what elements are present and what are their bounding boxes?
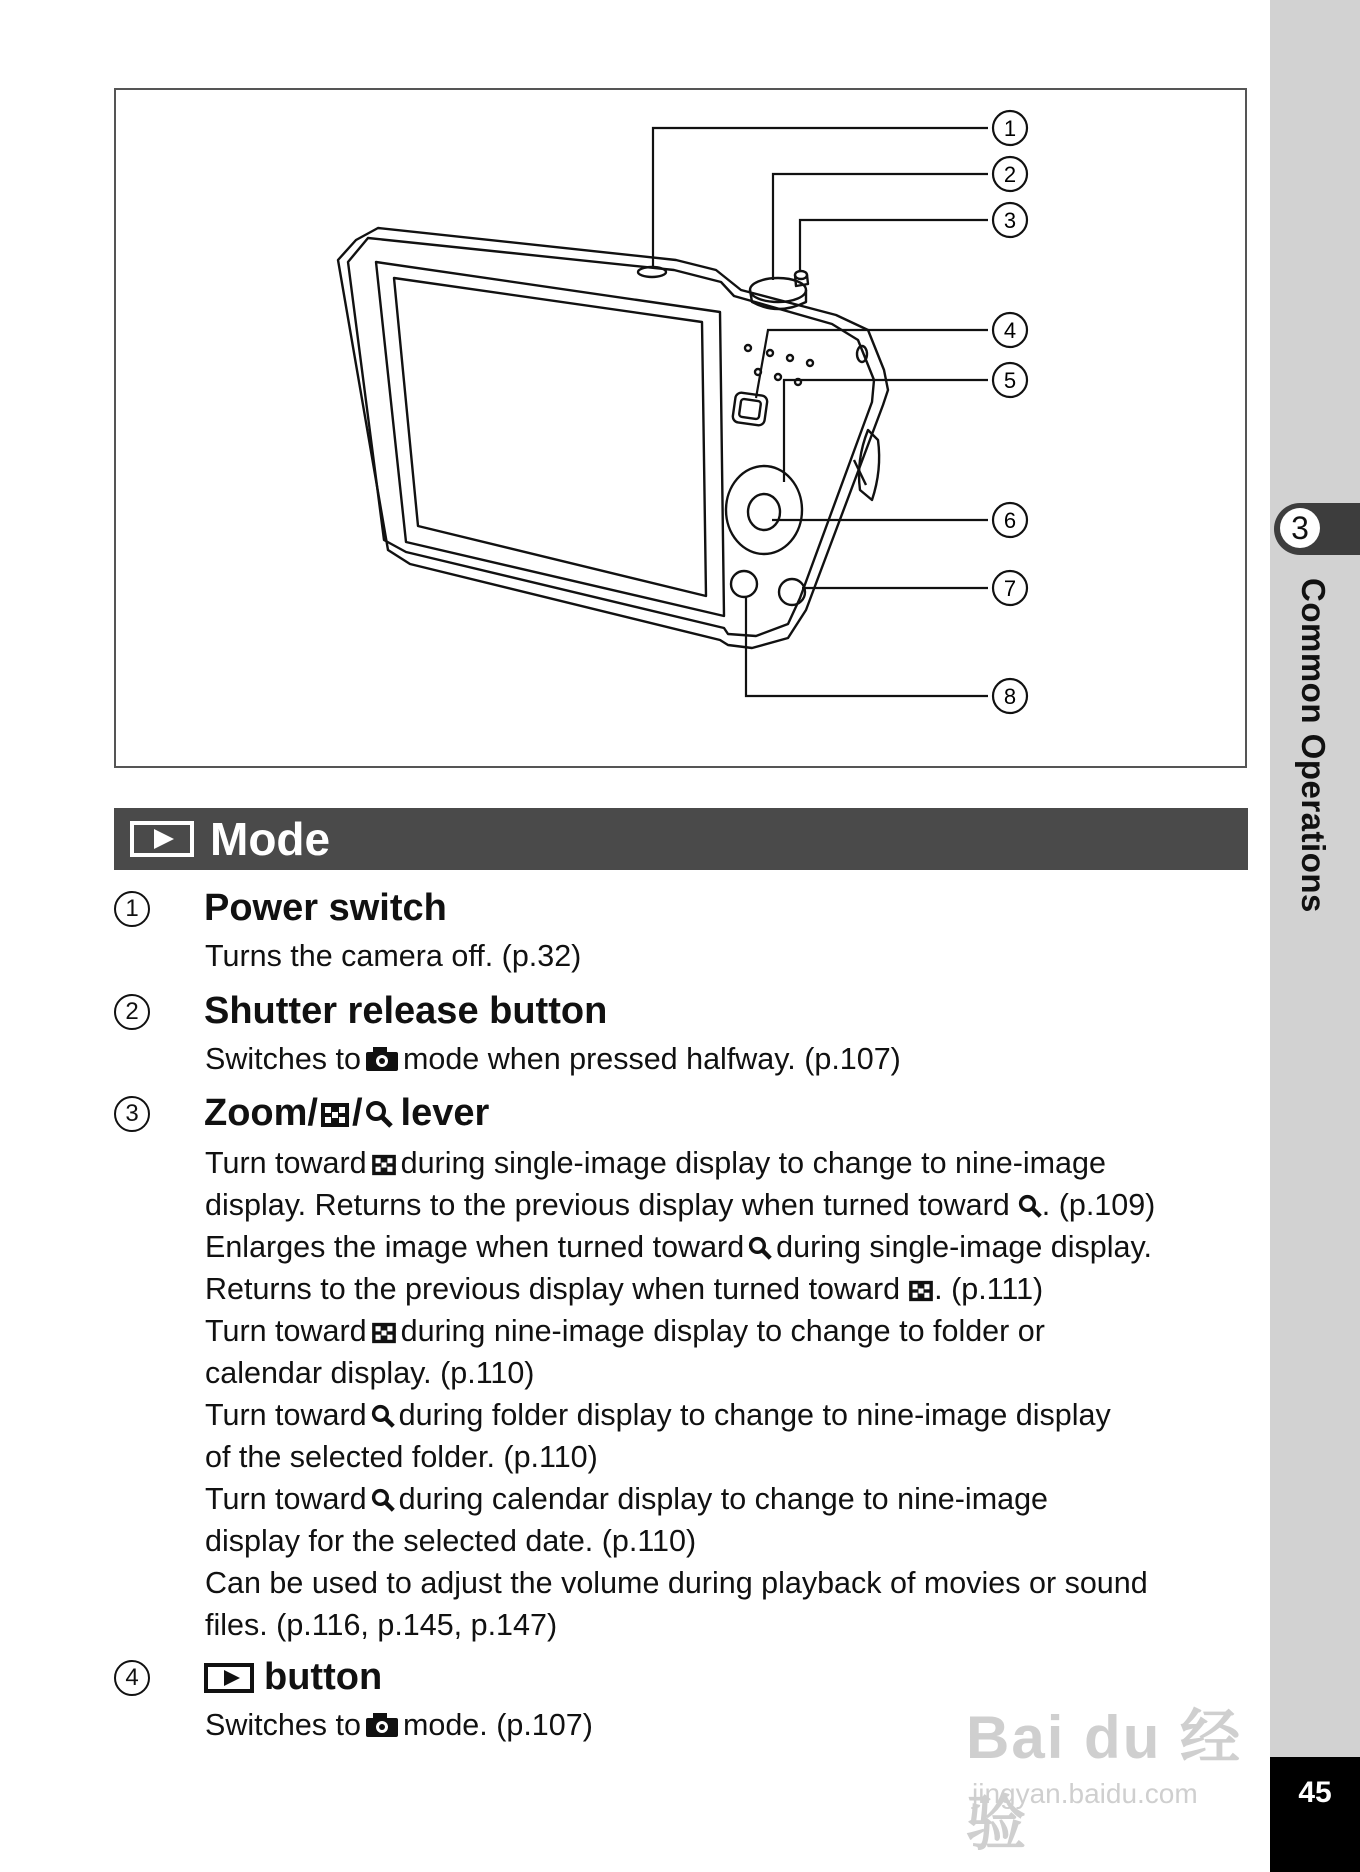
watermark-url: jingyan.baidu.com [972, 1778, 1198, 1809]
callout-badge-7 [993, 571, 1027, 605]
four-way-controller-shape [726, 466, 802, 554]
svg-text:5: 5 [1003, 368, 1017, 393]
playback-icon [204, 1663, 254, 1693]
desc-line: display. Returns to the previous display when turned toward . (p.109) [205, 1188, 1156, 1222]
watermark-logo: Bai du 经验 [966, 1704, 1243, 1857]
callout-badge-6 [993, 503, 1027, 537]
magnify-icon [1018, 1194, 1042, 1218]
callout-badge-8 [993, 679, 1027, 713]
magnify-icon [365, 1100, 393, 1128]
desc-line: display for the selected date. (p.110) [205, 1524, 697, 1558]
shutter-button-shape [750, 278, 806, 302]
camera-icon [365, 1712, 399, 1738]
desc-line: Switches to mode when pressed halfway. (p.107) [205, 1042, 901, 1076]
svg-text:1: 1 [1003, 116, 1017, 141]
item-title: Power switch [204, 887, 447, 929]
svg-text:4: 4 [1003, 318, 1017, 343]
desc-line: Turn toward during calendar display to change to nine-image [205, 1482, 1049, 1516]
chapter-badge [1274, 503, 1360, 555]
callout-badge-4 [993, 313, 1027, 347]
callout-line-3 [800, 220, 988, 272]
item-title: Zoom/ / lever [204, 1092, 490, 1134]
item-title: button [204, 1656, 382, 1699]
callout-line-8 [746, 596, 988, 696]
svg-text:6: 6 [1003, 508, 1017, 533]
desc-line: Can be used to adjust the volume during playback of movies or sound [205, 1566, 1148, 1600]
thumbnail-grid-icon [320, 1102, 350, 1128]
desc-line: Turn toward during single-image display to change to nine-image [205, 1146, 1106, 1180]
playback-button-shape [732, 392, 768, 426]
magnify-icon [748, 1236, 772, 1260]
thumbnail-grid-icon [371, 1322, 397, 1344]
svg-text:7: 7 [1003, 576, 1017, 601]
camera-back-diagram [114, 88, 1247, 768]
svg-text:8: 8 [1003, 684, 1017, 709]
item-title: Shutter release button [204, 990, 608, 1032]
thumbnail-grid-icon [908, 1280, 934, 1302]
item-description [205, 1038, 1360, 1080]
callout-badge-1 [993, 111, 1027, 145]
callout-line-1 [653, 128, 988, 267]
desc-line: Switches to mode. (p.107) [205, 1708, 593, 1742]
menu-button-shape [731, 571, 757, 597]
item-number: 2 [114, 994, 150, 1030]
callout-badge-5 [993, 363, 1027, 397]
desc-line: Turns the camera off. (p.32) [205, 939, 582, 973]
zoom-lever-shape [795, 271, 807, 279]
playback-icon [130, 821, 194, 857]
item-description [205, 935, 1360, 977]
item-number: 4 [114, 1660, 150, 1696]
screen-bezel [376, 262, 724, 616]
callout-badge-3 [993, 203, 1027, 237]
desc-line: Turn toward during nine-image display to change to folder or [205, 1314, 1045, 1348]
desc-line: Enlarges the image when turned toward during single-image display. [205, 1230, 1152, 1264]
chapter-number: 3 [1280, 508, 1320, 548]
ok-button-shape [748, 494, 780, 530]
mode-section-header [114, 808, 1248, 870]
magnify-icon [371, 1488, 395, 1512]
camera-illustration [116, 90, 1249, 770]
svg-text:2: 2 [1003, 162, 1017, 187]
desc-line: Returns to the previous display when turned toward . (p.111) [205, 1272, 1044, 1306]
callout-badge-2 [993, 157, 1027, 191]
callout-line-2 [773, 174, 988, 280]
thumbnail-grid-icon [371, 1154, 397, 1176]
svg-text:3: 3 [1003, 208, 1017, 233]
item-number: 1 [114, 891, 150, 927]
page-number: 45 [1270, 1757, 1360, 1872]
item-description [205, 1142, 1360, 1646]
desc-line: Turn toward during folder display to change to nine-image display [205, 1398, 1111, 1432]
mode-title: Mode [210, 813, 331, 865]
lcd-screen [394, 278, 706, 596]
chapter-title: Common Operations [1295, 578, 1332, 913]
desc-line: calendar display. (p.110) [205, 1356, 535, 1390]
item-number: 3 [114, 1096, 150, 1132]
camera-icon [365, 1046, 399, 1072]
baidu-watermark [960, 1660, 1270, 1857]
desc-line: of the selected folder. (p.110) [205, 1440, 598, 1474]
desc-line: files. (p.116, p.145, p.147) [205, 1608, 558, 1642]
camera-body-inner [348, 238, 874, 636]
magnify-icon [371, 1404, 395, 1428]
